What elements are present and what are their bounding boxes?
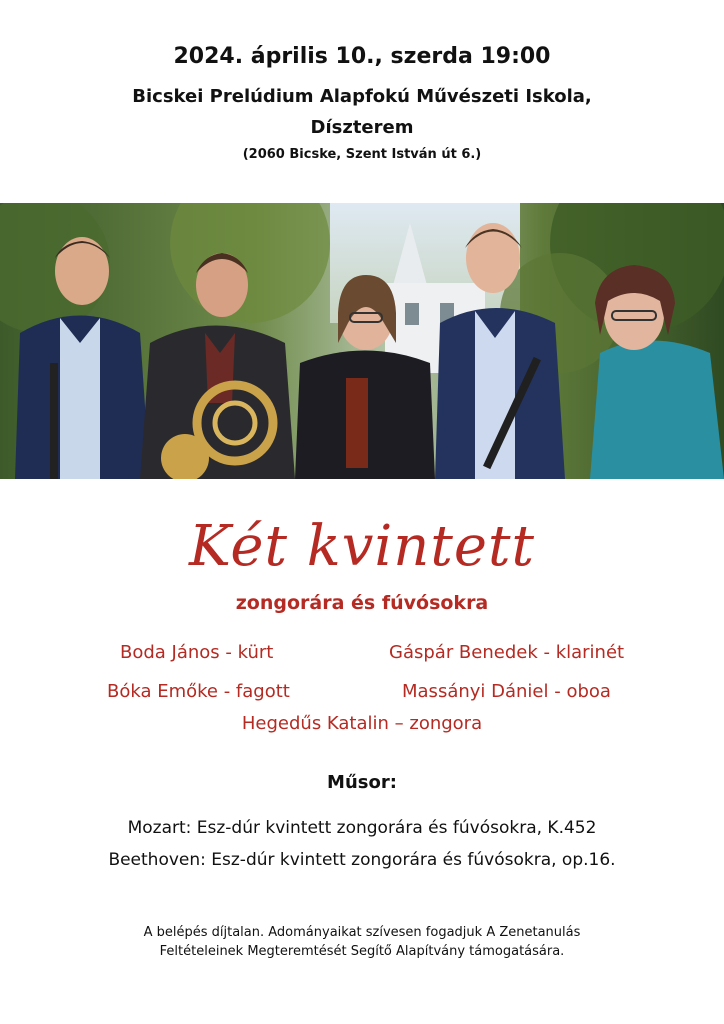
concert-subtitle: zongorára és fúvósokra [235, 592, 489, 614]
footer-note-line1: A belépés díjtalan. Adományaikat szívesen fogadjuk A Zenetanulás [143, 925, 581, 940]
program-item: Beethoven: Esz-dúr kvintett zongorára és fúvósokra, op.16. [108, 850, 616, 870]
concert-title: Két kvintett [189, 514, 535, 579]
performer-oboe: Massányi Dániel - oboa [402, 681, 611, 702]
venue-room: Díszterem [310, 117, 414, 138]
event-date: 2024. április 10., szerda 19:00 [173, 44, 551, 69]
program-item: Mozart: Esz-dúr kvintett zongorára és fúvósokra, K.452 [127, 818, 597, 838]
performer-piano: Hegedűs Katalin – zongora [241, 713, 483, 734]
performer-bassoon: Bóka Emőke - fagott [107, 681, 290, 702]
venue-address: (2060 Bicske, Szent István út 6.) [242, 147, 482, 162]
performer-horn: Boda János - kürt [120, 642, 274, 663]
ensemble-photo [0, 203, 724, 479]
program-heading: Műsor: [327, 772, 397, 793]
performer-clarinet: Gáspár Benedek - klarinét [389, 642, 625, 663]
venue-name: Bicskei Prelúdium Alapfokú Művészeti Iskola, [132, 86, 592, 107]
footer-note-line2: Feltételeinek Megteremtését Segítő Alapítvány támogatására. [159, 944, 565, 959]
